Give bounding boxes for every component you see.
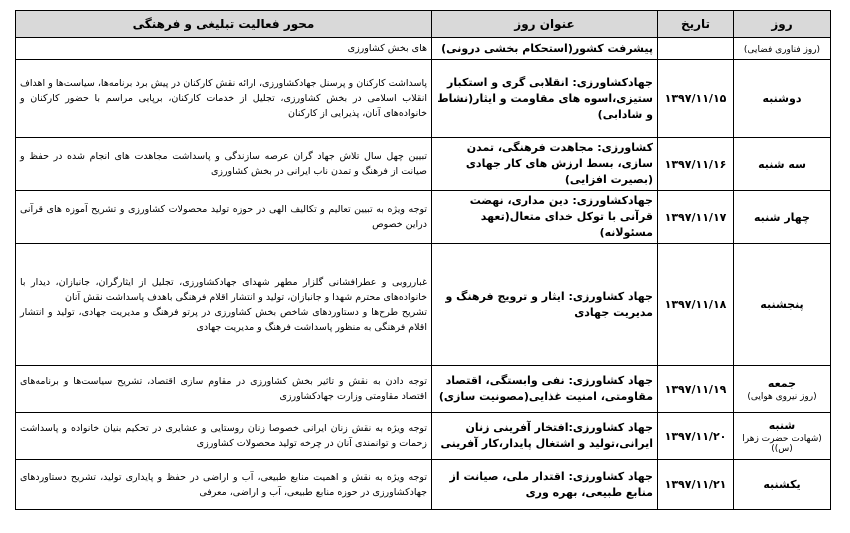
schedule-document	[15, 10, 830, 510]
day-name: سه شنبه	[758, 157, 806, 171]
header-day: روز	[734, 11, 831, 38]
table-row	[16, 38, 831, 60]
date-cell: ۱۳۹۷/۱۱/۱۵	[658, 60, 734, 138]
table-row	[16, 60, 831, 138]
day-occasion: (روز فناوری فضایی)	[743, 44, 821, 55]
activity-paragraph: تشریح طرح‌ها و دستاوردهای شاخص بخش کشاورزی در پرتو فرهنگ و مدیریت جهادی، تولید و انتشار اقلام فرهنگی به منظور پاسداشت فرهنگ و مدیریت جهادی	[20, 306, 427, 333]
day-cell	[734, 60, 831, 138]
title-cell: جهاد کشاورزی:افتخار آفرینی زنان ایرانی،تولید و اشتغال پایدار،کار آفرینی	[432, 413, 658, 460]
title-cell: جهاد کشاورزی: نفی وابستگی، اقتصاد مقاومتی، امنیت غذایی(مصونیت سازی)	[432, 366, 658, 413]
table-row	[16, 460, 831, 510]
date-cell: ۱۳۹۷/۱۱/۱۶	[658, 138, 734, 191]
schedule-table	[15, 10, 831, 510]
day-cell	[734, 38, 831, 60]
table-row	[16, 191, 831, 244]
date-cell: ۱۳۹۷/۱۱/۱۸	[658, 244, 734, 366]
date-cell	[658, 38, 734, 60]
date-cell: ۱۳۹۷/۱۱/۲۱	[658, 460, 734, 510]
table-row	[16, 366, 831, 413]
day-cell	[734, 460, 831, 510]
activity-cell: تبیین چهل سال تلاش جهاد گران عرصه سازندگی و پاسداشت مجاهدت های انجام شده در حفظ و صیانت از فرهنگ و تمدن ناب ایرانی در بخش کشاورزی	[16, 138, 432, 191]
header-title: عنوان روز	[432, 11, 658, 38]
day-cell	[734, 413, 831, 460]
header-activity: محور فعالیت تبلیغی و فرهنگی	[16, 11, 432, 38]
date-cell: ۱۳۹۷/۱۱/۱۹	[658, 366, 734, 413]
activity-cell: پاسداشت کارکنان و پرسنل جهادکشاورزی، ارائه نقش کارکنان در پیش برد برنامه‌ها، سیاست‌ها و اهداف انقلاب اسلامی در بخش کشاورزی، تجلیل از خدمات کارکنان، برپایی مراسم با حضور کارکنان و خانواده‌های آنان، پذیرایی از کارکنان	[16, 60, 432, 138]
day-cell	[734, 138, 831, 191]
title-cell: پیشرفت کشور(استحکام بخشی درونی)	[432, 38, 658, 60]
title-cell: کشاورزی: مجاهدت فرهنگی، تمدن سازی، بسط ارزش های کار جهادی (بصیرت افزایی)	[432, 138, 658, 191]
date-cell: ۱۳۹۷/۱۱/۲۰	[658, 413, 734, 460]
day-occasion: (شهادت حضرت زهرا (س))	[742, 433, 822, 454]
title-cell: جهاد کشاورزی: ایثار و ترویج فرهنگ و مدیریت جهادی	[432, 244, 658, 366]
day-cell	[734, 366, 831, 413]
header-date: تاریخ	[658, 11, 734, 38]
day-name: یکشنبه	[763, 478, 801, 491]
table-row	[16, 244, 831, 366]
date-cell: ۱۳۹۷/۱۱/۱۷	[658, 191, 734, 244]
day-name: جمعه	[767, 376, 797, 390]
day-occasion: (روز نیروی هوایی)	[747, 391, 817, 402]
title-cell: جهاد کشاورزی: اقتدار ملی، صیانت از منابع طبیعی، بهره وری	[432, 460, 658, 510]
day-name: شنبه	[768, 418, 796, 432]
day-cell	[734, 244, 831, 366]
day-name: دوشنبه	[762, 92, 802, 105]
activity-paragraph: غبارروبی و عطرافشانی گلزار مطهر شهدای جهادکشاورزی، تجلیل از ایثارگران، جانبازان، دیدار با خانواده‌های محترم شهدا و جانبازان، تولید و انتشار اقلام فرهنگی باهدف پاسداشت نقش آنان	[20, 276, 427, 303]
day-name: چهار شنبه	[754, 210, 810, 224]
title-cell: جهادکشاورزی: انقلابی گری و استکبار ستیزی،اسوه های مقاومت و ایثار(نشاط و شادابی)	[432, 60, 658, 138]
header-row	[16, 11, 831, 38]
title-cell: جهادکشاورزی: دین مداری، نهضت قرآنی با توکل خدای متعال(تعهد مسئولانه)	[432, 191, 658, 244]
table-row	[16, 413, 831, 460]
activity-cell: های بخش کشاورزی	[16, 38, 432, 60]
activity-cell: توجه ویژه به نقش و اهمیت منابع طبیعی، آب و اراضی در حفظ و پایداری تولید، تشریح دستاوردهای جهادکشاورزی در حوزه منابع طبیعی، آب و اراضی، معرفی	[16, 460, 432, 510]
activity-cell: توجه ویژه به تبیین تعالیم و تکالیف الهی در حوزه تولید محصولات کشاورزی و تشریح آموزه های قرآنی دراین خصوص	[16, 191, 432, 244]
day-name: پنجشنبه	[760, 298, 804, 311]
day-cell	[734, 191, 831, 244]
activity-cell: توجه دادن به نقش و تاثیر بخش کشاورزی در مقاوم سازی اقتصاد، تشریح سیاست‌ها و برنامه‌های اقتصاد مقاومتی وزارت جهادکشاورزی	[16, 366, 432, 413]
activity-cell: توجه ویژه به نقش زنان ایرانی خصوصا زنان روستایی و عشایری در تحکیم بنیان خانواده و پاسداشت زحمات و توانمندی آنان در چرخه تولید محصولات کشاورزی	[16, 413, 432, 460]
table-row	[16, 138, 831, 191]
activity-cell	[16, 244, 432, 366]
